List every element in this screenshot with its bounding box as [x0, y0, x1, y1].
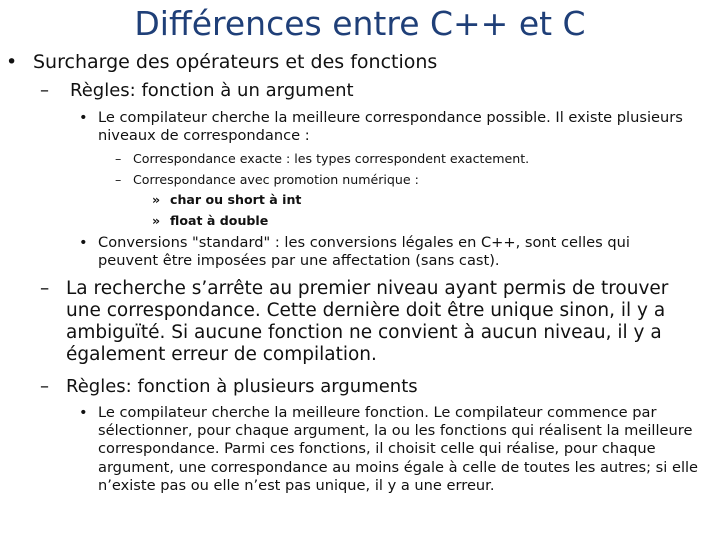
bullet-dash: – — [115, 151, 122, 166]
bullet-arrow: » — [152, 213, 161, 228]
bullet-meilleure-fonction: Le compilateur cherche la meilleure fonction. Le compilateur commence par sélectionner, pour chaque argument, la ou les fonctions qui réalisent la meilleure correspondance. Parmi ces fonctions, il choisit celle qui réalise, pour chaque argument, une correspondance au moins égale à celle de toutes les autres; si elle n’existe pas ou elle n’est pas unique, il y a une erreur. — [98, 404, 699, 494]
bullet-dash: – — [40, 80, 49, 101]
bullet-meilleure-correspondance: Le compilateur cherche la meilleure correspondance possible. Il existe plusieurs niveaux de correspondance : — [98, 109, 683, 144]
bullet-dot: • — [6, 51, 18, 73]
bullet-dot: • — [79, 109, 88, 126]
bullet-dot: • — [79, 234, 88, 251]
bullet-dash: – — [40, 278, 50, 299]
bullet-arrow: » — [152, 192, 161, 207]
bullet-float-double: float à double — [170, 213, 269, 228]
bullet-regles-un-argument: Règles: fonction à un argument — [70, 80, 354, 101]
bullet-dash: – — [40, 376, 49, 397]
bullet-promotion-numerique: Correspondance avec promotion numérique : — [133, 172, 419, 187]
bullet-dash: – — [115, 172, 122, 187]
bullet-char-short-int: char ou short à int — [170, 192, 302, 207]
bullet-correspondance-exacte: Correspondance exacte : les types correspondent exactement. — [133, 151, 530, 166]
bullet-conversions-standard: Conversions "standard" : les conversions légales en C++, sont celles qui peuvent être imposées par une affectation (sans cast). — [98, 234, 630, 269]
bullet-dot: • — [79, 404, 88, 421]
bullet-la-recherche: La recherche s’arrête au premier niveau ayant permis de trouver une correspondance. Cette dernière doit être unique sinon, il y a ambiguïté. Si aucune fonction ne convient à aucun niveau, il y a également erreur de compilation. — [66, 278, 669, 365]
page-title: Différences entre C++ et C — [134, 4, 586, 43]
bullet-surcharge: Surcharge des opérateurs et des fonctions — [33, 51, 438, 73]
bullet-regles-plusieurs-arguments: Règles: fonction à plusieurs arguments — [66, 376, 418, 397]
